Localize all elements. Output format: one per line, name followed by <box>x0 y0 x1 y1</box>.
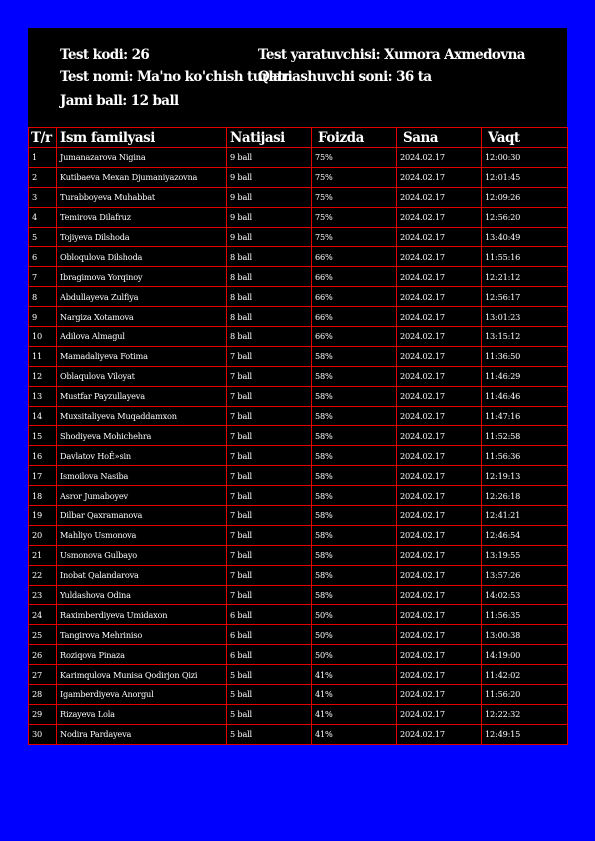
result-time: 12:01:45 <box>482 167 568 187</box>
result-score: 7 ball <box>227 486 312 506</box>
table-row <box>29 426 568 446</box>
result-score: 6 ball <box>227 625 312 645</box>
result-percent: 66% <box>312 267 397 287</box>
result-time: 11:56:20 <box>482 685 568 705</box>
result-score: 7 ball <box>227 446 312 466</box>
table-row <box>29 486 568 506</box>
result-percent: 58% <box>312 446 397 466</box>
result-percent: 50% <box>312 625 397 645</box>
result-score: 5 ball <box>227 724 312 744</box>
table-row <box>29 685 568 705</box>
result-percent: 58% <box>312 545 397 565</box>
column-header-number: T/r <box>29 128 57 148</box>
result-time: 12:56:20 <box>482 207 568 227</box>
row-number: 1 <box>29 148 57 168</box>
row-number: 19 <box>29 506 57 526</box>
participant-name: Abdullayeva Zulfiya <box>57 287 227 307</box>
result-score: 7 ball <box>227 346 312 366</box>
table-row <box>29 307 568 327</box>
table-row <box>29 466 568 486</box>
result-percent: 58% <box>312 406 397 426</box>
result-score: 6 ball <box>227 645 312 665</box>
row-number: 28 <box>29 685 57 705</box>
result-score: 5 ball <box>227 665 312 685</box>
table-row <box>29 525 568 545</box>
participant-name: Mahliyo Usmonova <box>57 525 227 545</box>
result-date: 2024.02.17 <box>397 207 482 227</box>
table-row <box>29 585 568 605</box>
result-percent: 58% <box>312 426 397 446</box>
result-time: 11:56:35 <box>482 605 568 625</box>
participant-name: Davlatov HoÊ»sin <box>57 446 227 466</box>
row-number: 26 <box>29 645 57 665</box>
result-date: 2024.02.17 <box>397 724 482 744</box>
result-percent: 41% <box>312 685 397 705</box>
result-date: 2024.02.17 <box>397 346 482 366</box>
result-date: 2024.02.17 <box>397 426 482 446</box>
result-date: 2024.02.17 <box>397 545 482 565</box>
test-info-header <box>28 28 567 127</box>
result-date: 2024.02.17 <box>397 307 482 327</box>
table-row <box>29 565 568 585</box>
result-date: 2024.02.17 <box>397 247 482 267</box>
row-number: 6 <box>29 247 57 267</box>
result-score: 9 ball <box>227 207 312 227</box>
result-score: 7 ball <box>227 545 312 565</box>
result-date: 2024.02.17 <box>397 585 482 605</box>
result-percent: 75% <box>312 187 397 207</box>
table-row <box>29 366 568 386</box>
row-number: 10 <box>29 327 57 347</box>
row-number: 25 <box>29 625 57 645</box>
participant-name: Ismoilova Nasiba <box>57 466 227 486</box>
row-number: 21 <box>29 545 57 565</box>
result-time: 11:42:02 <box>482 665 568 685</box>
results-sheet <box>28 28 567 745</box>
result-date: 2024.02.17 <box>397 148 482 168</box>
result-date: 2024.02.17 <box>397 227 482 247</box>
result-time: 11:56:36 <box>482 446 568 466</box>
row-number: 29 <box>29 704 57 724</box>
result-time: 13:15:12 <box>482 327 568 347</box>
table-row <box>29 287 568 307</box>
result-time: 12:21:12 <box>482 267 568 287</box>
table-row <box>29 247 568 267</box>
result-score: 9 ball <box>227 167 312 187</box>
row-number: 11 <box>29 346 57 366</box>
participant-name: Tangirova Mehriniso <box>57 625 227 645</box>
row-number: 23 <box>29 585 57 605</box>
participant-name: Igamberdiyeva Anorgul <box>57 685 227 705</box>
result-percent: 58% <box>312 386 397 406</box>
column-header-name: Ism familyasi <box>57 128 227 148</box>
result-date: 2024.02.17 <box>397 506 482 526</box>
result-percent: 58% <box>312 346 397 366</box>
result-time: 11:47:16 <box>482 406 568 426</box>
table-row <box>29 346 568 366</box>
participant-count: Qatnashuvchi soni: 36 ta <box>258 69 432 85</box>
result-time: 13:19:55 <box>482 545 568 565</box>
row-number: 9 <box>29 307 57 327</box>
result-percent: 58% <box>312 486 397 506</box>
table-row <box>29 545 568 565</box>
result-date: 2024.02.17 <box>397 187 482 207</box>
total-score: Jami ball: 12 ball <box>60 93 179 109</box>
participant-name: Turabboyeva Muhabbat <box>57 187 227 207</box>
column-header-time: Vaqt <box>482 128 568 148</box>
result-date: 2024.02.17 <box>397 665 482 685</box>
result-time: 12:49:15 <box>482 724 568 744</box>
row-number: 5 <box>29 227 57 247</box>
result-percent: 66% <box>312 247 397 267</box>
result-score: 7 ball <box>227 506 312 526</box>
table-header-row <box>29 128 568 148</box>
result-date: 2024.02.17 <box>397 327 482 347</box>
result-time: 11:46:46 <box>482 386 568 406</box>
table-row <box>29 605 568 625</box>
row-number: 13 <box>29 386 57 406</box>
row-number: 15 <box>29 426 57 446</box>
row-number: 4 <box>29 207 57 227</box>
participant-name: Jumanazarova Nigina <box>57 148 227 168</box>
result-score: 7 ball <box>227 406 312 426</box>
result-score: 7 ball <box>227 565 312 585</box>
participant-name: Mustfar Payzullayeva <box>57 386 227 406</box>
result-score: 7 ball <box>227 466 312 486</box>
result-time: 12:22:32 <box>482 704 568 724</box>
table-row <box>29 267 568 287</box>
table-row <box>29 187 568 207</box>
result-percent: 66% <box>312 307 397 327</box>
result-percent: 75% <box>312 227 397 247</box>
result-percent: 58% <box>312 366 397 386</box>
row-number: 14 <box>29 406 57 426</box>
result-percent: 41% <box>312 704 397 724</box>
table-row <box>29 665 568 685</box>
result-date: 2024.02.17 <box>397 267 482 287</box>
result-score: 5 ball <box>227 704 312 724</box>
result-time: 12:56:17 <box>482 287 568 307</box>
result-date: 2024.02.17 <box>397 645 482 665</box>
row-number: 16 <box>29 446 57 466</box>
result-time: 13:01:23 <box>482 307 568 327</box>
result-score: 8 ball <box>227 287 312 307</box>
result-percent: 75% <box>312 207 397 227</box>
result-score: 7 ball <box>227 386 312 406</box>
result-date: 2024.02.17 <box>397 406 482 426</box>
participant-name: Nargiza Xotamova <box>57 307 227 327</box>
result-time: 12:46:54 <box>482 525 568 545</box>
result-date: 2024.02.17 <box>397 565 482 585</box>
row-number: 18 <box>29 486 57 506</box>
result-time: 13:40:49 <box>482 227 568 247</box>
result-date: 2024.02.17 <box>397 386 482 406</box>
participant-name: Shodiyeva Mohichehra <box>57 426 227 446</box>
result-time: 13:00:38 <box>482 625 568 645</box>
result-date: 2024.02.17 <box>397 625 482 645</box>
result-date: 2024.02.17 <box>397 287 482 307</box>
result-date: 2024.02.17 <box>397 167 482 187</box>
result-time: 13:57:26 <box>482 565 568 585</box>
participant-name: Tojiyeva Dilshoda <box>57 227 227 247</box>
result-percent: 58% <box>312 466 397 486</box>
table-row <box>29 227 568 247</box>
participant-name: Rizayeva Lola <box>57 704 227 724</box>
row-number: 20 <box>29 525 57 545</box>
participant-name: Yuldashova Odina <box>57 585 227 605</box>
table-row <box>29 704 568 724</box>
result-score: 7 ball <box>227 525 312 545</box>
result-date: 2024.02.17 <box>397 525 482 545</box>
result-percent: 58% <box>312 565 397 585</box>
result-date: 2024.02.17 <box>397 486 482 506</box>
result-percent: 75% <box>312 148 397 168</box>
row-number: 3 <box>29 187 57 207</box>
result-score: 8 ball <box>227 247 312 267</box>
participant-name: Asror Jumaboyev <box>57 486 227 506</box>
result-score: 5 ball <box>227 685 312 705</box>
table-row <box>29 207 568 227</box>
result-score: 7 ball <box>227 585 312 605</box>
participant-name: Kutibaeva Mexan Djumaniyazovna <box>57 167 227 187</box>
table-row <box>29 506 568 526</box>
result-percent: 66% <box>312 327 397 347</box>
row-number: 30 <box>29 724 57 744</box>
result-score: 8 ball <box>227 307 312 327</box>
table-row <box>29 148 568 168</box>
row-number: 12 <box>29 366 57 386</box>
result-time: 12:19:13 <box>482 466 568 486</box>
table-row <box>29 645 568 665</box>
result-percent: 58% <box>312 585 397 605</box>
table-row <box>29 446 568 466</box>
participant-name: Usmonova Gulbayo <box>57 545 227 565</box>
row-number: 17 <box>29 466 57 486</box>
result-percent: 50% <box>312 645 397 665</box>
result-score: 9 ball <box>227 148 312 168</box>
result-score: 8 ball <box>227 327 312 347</box>
result-time: 11:36:50 <box>482 346 568 366</box>
result-date: 2024.02.17 <box>397 366 482 386</box>
result-score: 7 ball <box>227 366 312 386</box>
row-number: 7 <box>29 267 57 287</box>
result-percent: 58% <box>312 525 397 545</box>
result-time: 12:00:30 <box>482 148 568 168</box>
test-name: Test nomi: Ma'no ko'chish turlari <box>60 69 293 85</box>
table-row <box>29 167 568 187</box>
result-score: 9 ball <box>227 227 312 247</box>
result-percent: 41% <box>312 724 397 744</box>
test-code: Test kodi: 26 <box>60 47 150 63</box>
result-score: 7 ball <box>227 426 312 446</box>
result-score: 9 ball <box>227 187 312 207</box>
result-time: 12:41:21 <box>482 506 568 526</box>
row-number: 2 <box>29 167 57 187</box>
participant-name: Roziqova Pinaza <box>57 645 227 665</box>
result-percent: 58% <box>312 506 397 526</box>
participant-name: Muxsitaliyeva Muqaddamxon <box>57 406 227 426</box>
participant-name: Nodira Pardayeva <box>57 724 227 744</box>
result-score: 6 ball <box>227 605 312 625</box>
result-percent: 50% <box>312 605 397 625</box>
column-header-percent: Foizda <box>312 128 397 148</box>
result-time: 11:55:16 <box>482 247 568 267</box>
participant-name: Ibragimova Yorqinoy <box>57 267 227 287</box>
result-date: 2024.02.17 <box>397 685 482 705</box>
participant-name: Temirova Dilafruz <box>57 207 227 227</box>
result-time: 11:52:58 <box>482 426 568 446</box>
row-number: 27 <box>29 665 57 685</box>
table-body <box>29 148 568 745</box>
result-time: 14:02:53 <box>482 585 568 605</box>
column-header-date: Sana <box>397 128 482 148</box>
participant-name: Raximberdiyeva Umidaxon <box>57 605 227 625</box>
results-table <box>28 127 568 745</box>
participant-name: Oblaqulova Viloyat <box>57 366 227 386</box>
participant-name: Karimqulova Munisa Qodirjon Qizi <box>57 665 227 685</box>
table-row <box>29 406 568 426</box>
table-row <box>29 625 568 645</box>
result-time: 12:09:26 <box>482 187 568 207</box>
test-author: Test yaratuvchisi: Xumora Axmedovna <box>258 47 525 63</box>
result-date: 2024.02.17 <box>397 446 482 466</box>
table-row <box>29 327 568 347</box>
row-number: 24 <box>29 605 57 625</box>
participant-name: Adilova Almagul <box>57 327 227 347</box>
result-time: 11:46:29 <box>482 366 568 386</box>
participant-name: Mamadaliyeva Fotima <box>57 346 227 366</box>
participant-name: Inobat Qalandarova <box>57 565 227 585</box>
result-percent: 41% <box>312 665 397 685</box>
table-row <box>29 724 568 744</box>
result-time: 12:26:18 <box>482 486 568 506</box>
participant-name: Dilbar Qaxramanova <box>57 506 227 526</box>
result-score: 8 ball <box>227 267 312 287</box>
column-header-result: Natijasi <box>227 128 312 148</box>
result-percent: 75% <box>312 167 397 187</box>
table-row <box>29 386 568 406</box>
result-time: 14:19:00 <box>482 645 568 665</box>
row-number: 8 <box>29 287 57 307</box>
result-date: 2024.02.17 <box>397 605 482 625</box>
result-percent: 66% <box>312 287 397 307</box>
result-date: 2024.02.17 <box>397 466 482 486</box>
row-number: 22 <box>29 565 57 585</box>
result-date: 2024.02.17 <box>397 704 482 724</box>
participant-name: Obloqulova Dilshoda <box>57 247 227 267</box>
